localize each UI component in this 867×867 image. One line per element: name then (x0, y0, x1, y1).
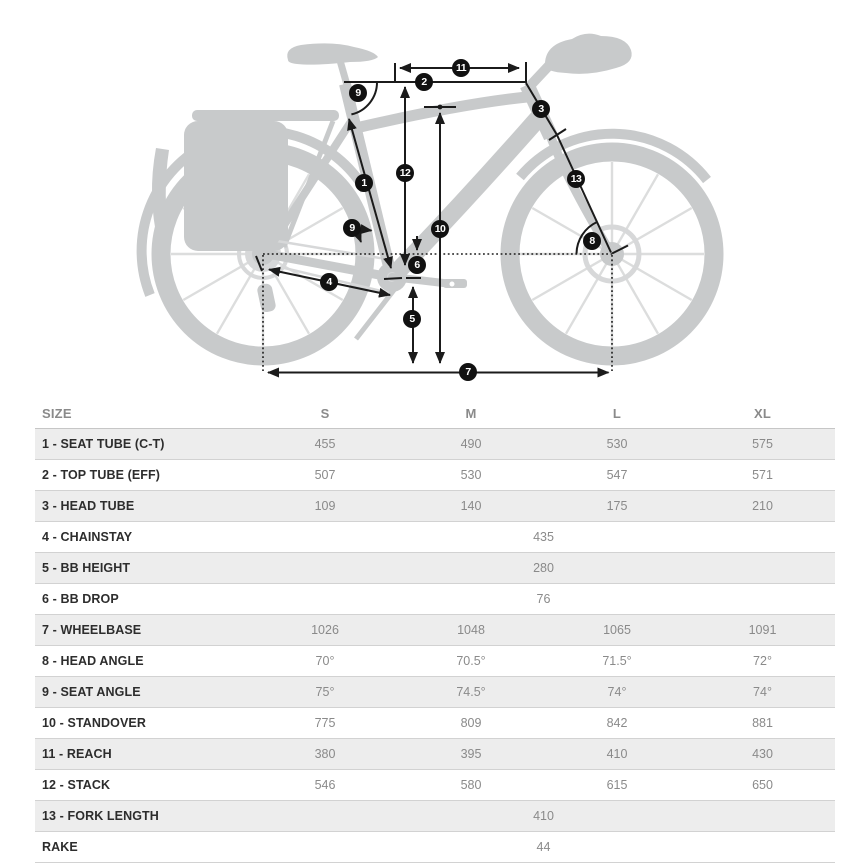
row-label: 11 - REACH (35, 739, 252, 770)
row-label: 6 - BB DROP (35, 584, 252, 615)
dim-badge-9: 9 (349, 84, 367, 102)
row-label: 1 - SEAT TUBE (C-T) (35, 429, 252, 460)
row-value: 580 (398, 770, 544, 801)
row-value: 455 (252, 429, 398, 460)
row-value: 75° (252, 677, 398, 708)
table-row (35, 615, 835, 646)
dim-badge-5: 5 (403, 310, 421, 328)
column-header-xl: XL (690, 398, 835, 429)
row-label: 9 - SEAT ANGLE (35, 677, 252, 708)
row-label: 10 - STANDOVER (35, 708, 252, 739)
row-value-shared: 410 (252, 801, 835, 832)
badge-layer (0, 0, 867, 396)
row-value: 410 (544, 739, 690, 770)
row-label: 4 - CHAINSTAY (35, 522, 252, 553)
column-header-l: L (544, 398, 690, 429)
table-row (35, 832, 835, 863)
table-row (35, 708, 835, 739)
row-value-shared: 44 (252, 832, 835, 863)
dim-badge-4: 4 (320, 273, 338, 291)
row-value-shared: 435 (252, 522, 835, 553)
table-row (35, 739, 835, 770)
table-row (35, 553, 835, 584)
row-value: 380 (252, 739, 398, 770)
row-value: 70.5° (398, 646, 544, 677)
row-label: RAKE (35, 832, 252, 863)
dim-badge-9: 9 (343, 219, 361, 237)
row-value: 74° (544, 677, 690, 708)
row-value: 74° (690, 677, 835, 708)
row-value: 210 (690, 491, 835, 522)
row-value: 881 (690, 708, 835, 739)
row-label: 2 - TOP TUBE (EFF) (35, 460, 252, 491)
row-value: 71.5° (544, 646, 690, 677)
row-value: 395 (398, 739, 544, 770)
row-value: 650 (690, 770, 835, 801)
row-value: 1026 (252, 615, 398, 646)
table-body (35, 429, 835, 863)
dim-badge-12: 12 (396, 164, 414, 182)
row-value: 546 (252, 770, 398, 801)
table-row (35, 584, 835, 615)
row-value-shared: 280 (252, 553, 835, 584)
row-value: 530 (398, 460, 544, 491)
dim-badge-2: 2 (415, 73, 433, 91)
dim-badge-10: 10 (431, 220, 449, 238)
table-row (35, 770, 835, 801)
row-value: 842 (544, 708, 690, 739)
row-value: 430 (690, 739, 835, 770)
row-label: 8 - HEAD ANGLE (35, 646, 252, 677)
dim-badge-7: 7 (459, 363, 477, 381)
dim-badge-1: 1 (355, 174, 373, 192)
row-label: 13 - FORK LENGTH (35, 801, 252, 832)
table-header-row (35, 398, 835, 429)
row-value: 1065 (544, 615, 690, 646)
row-value: 809 (398, 708, 544, 739)
dim-badge-11: 11 (452, 59, 470, 77)
dim-badge-8: 8 (583, 232, 601, 250)
bike-geometry-diagram (0, 0, 867, 396)
row-value-shared: 76 (252, 584, 835, 615)
row-value: 615 (544, 770, 690, 801)
row-value: 140 (398, 491, 544, 522)
row-value: 72° (690, 646, 835, 677)
row-value: 490 (398, 429, 544, 460)
row-value: 74.5° (398, 677, 544, 708)
row-value: 175 (544, 491, 690, 522)
column-header-size: SIZE (35, 398, 252, 429)
row-value: 547 (544, 460, 690, 491)
row-label: 12 - STACK (35, 770, 252, 801)
table-row (35, 491, 835, 522)
table-row (35, 429, 835, 460)
table-row (35, 801, 835, 832)
row-value: 109 (252, 491, 398, 522)
row-value: 507 (252, 460, 398, 491)
column-header-m: M (398, 398, 544, 429)
row-value: 1048 (398, 615, 544, 646)
dim-badge-3: 3 (532, 100, 550, 118)
column-header-s: S (252, 398, 398, 429)
row-value: 575 (690, 429, 835, 460)
row-value: 571 (690, 460, 835, 491)
dim-badge-13: 13 (567, 170, 585, 188)
row-label: 7 - WHEELBASE (35, 615, 252, 646)
table-row (35, 646, 835, 677)
row-label: 3 - HEAD TUBE (35, 491, 252, 522)
geometry-table (35, 398, 835, 863)
table-row (35, 522, 835, 553)
row-value: 70° (252, 646, 398, 677)
row-value: 530 (544, 429, 690, 460)
row-value: 775 (252, 708, 398, 739)
row-value: 1091 (690, 615, 835, 646)
table-row (35, 677, 835, 708)
table-row (35, 460, 835, 491)
row-label: 5 - BB HEIGHT (35, 553, 252, 584)
dim-badge-6: 6 (408, 256, 426, 274)
